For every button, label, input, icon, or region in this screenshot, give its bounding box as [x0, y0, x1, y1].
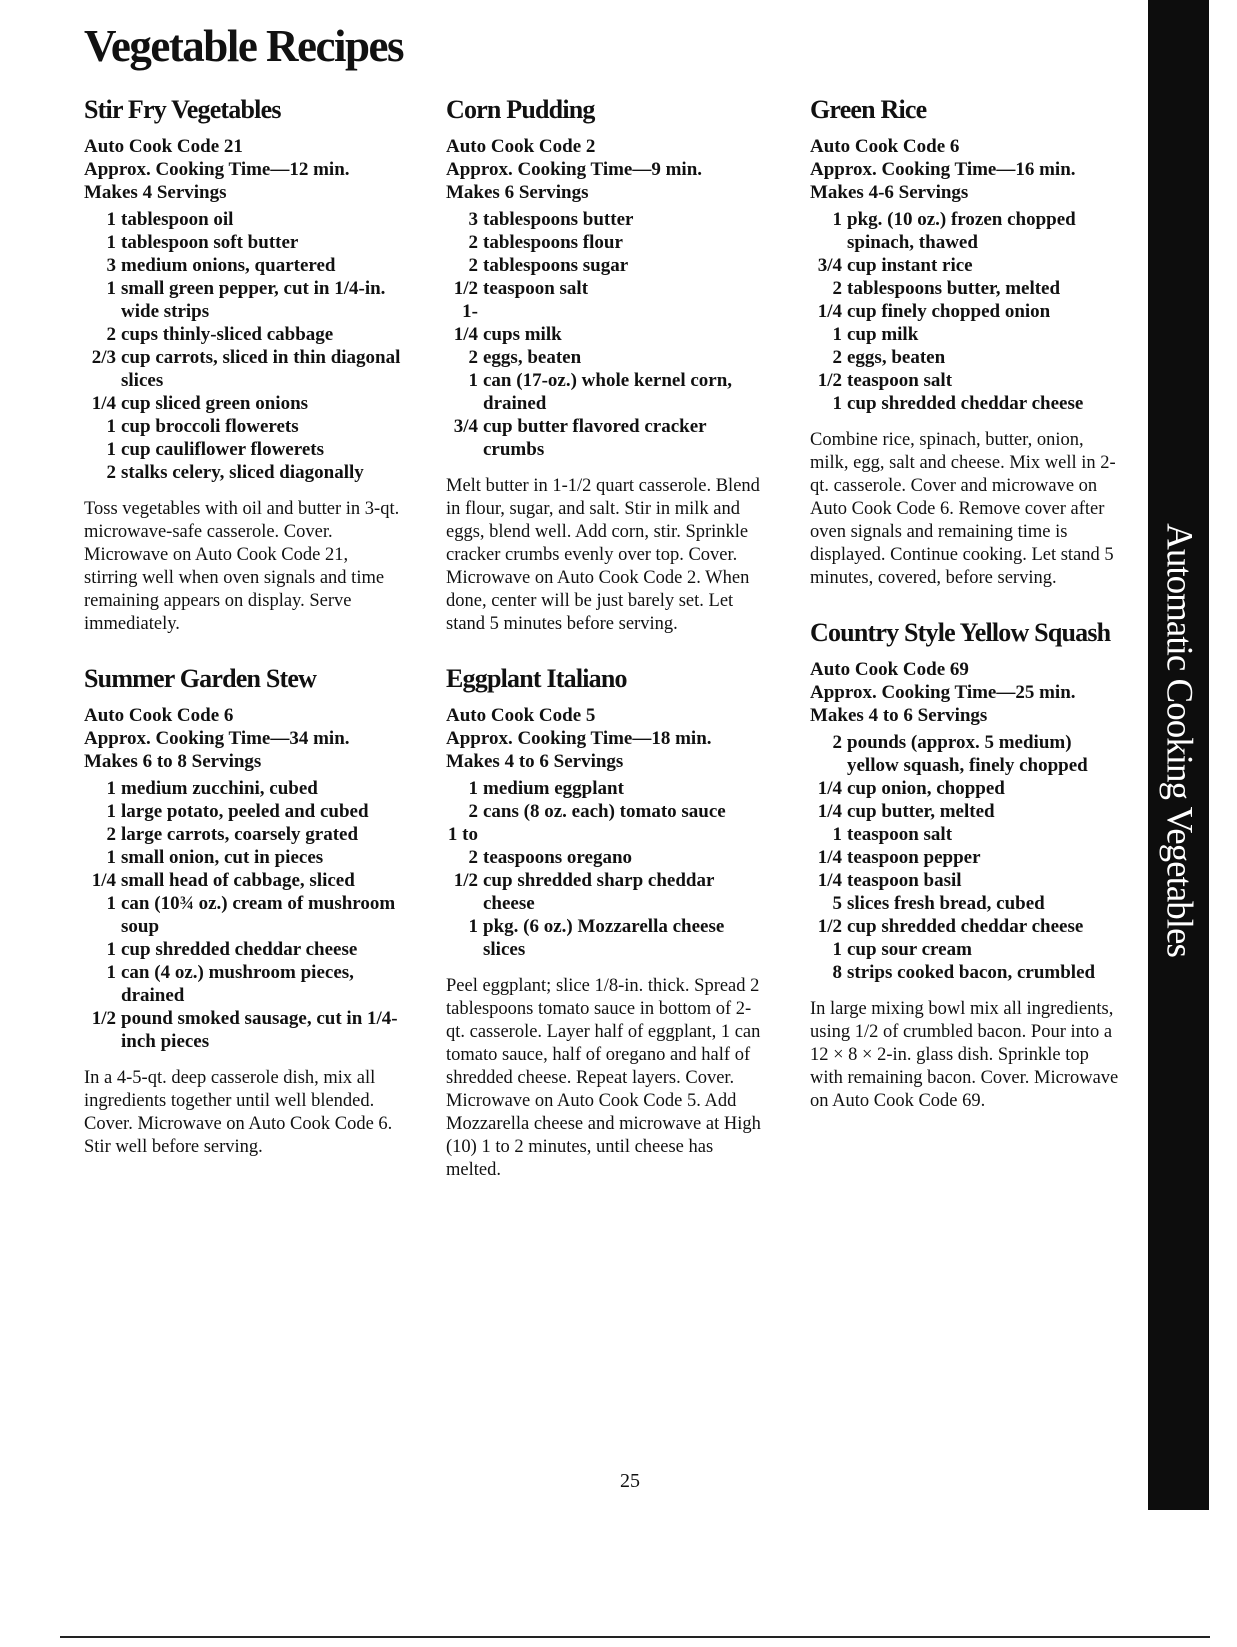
ingredient-list [810, 208, 1125, 415]
ingredient-quantity: 1 [106, 208, 116, 230]
ingredient-quantity: 2 [468, 254, 478, 276]
ingredient-quantity: 1 [106, 961, 116, 983]
ingredient-text: can (17-oz.) whole kernel corn, drained [483, 369, 733, 414]
ingredient-item [84, 823, 404, 846]
ingredient-text: tablespoon soft butter [121, 231, 299, 253]
recipe-title: Stir Fry Vegetables [84, 95, 281, 124]
ingredient-quantity: 1 [106, 938, 116, 960]
ingredient-list [446, 777, 766, 961]
recipe-column-2 [446, 95, 766, 1210]
recipe-meta-line: Makes 6 Servings [446, 181, 589, 203]
ingredient-quantity: 1 [106, 438, 116, 460]
recipe-meta-line: Auto Cook Code 2 [446, 135, 596, 157]
ingredient-text: pkg. (10 oz.) frozen chopped spinach, thawed [847, 208, 1076, 253]
recipe-title: Eggplant Italiano [446, 663, 627, 693]
bottom-divider [60, 1636, 1210, 1638]
ingredient-list [810, 731, 1125, 984]
recipe-column-3 [810, 95, 1125, 1141]
ingredient-item [84, 961, 404, 1007]
ingredient-text: pound smoked sausage, cut in 1/4-inch pieces [121, 1007, 398, 1052]
ingredient-text: teaspoon salt [483, 277, 589, 299]
ingredient-text: cups milk [483, 323, 562, 345]
ingredient-quantity: 1 [106, 777, 116, 799]
ingredient-text: large carrots, coarsely grated [121, 823, 359, 845]
ingredient-quantity: 3/4 [453, 415, 478, 437]
ingredient-text: tablespoons butter, melted [847, 277, 1061, 299]
ingredient-quantity: 1 to 2 [447, 823, 478, 868]
ingredient-quantity: 1/4 [817, 800, 842, 822]
ingredient-item [810, 277, 1125, 300]
ingredient-item [446, 300, 766, 346]
ingredient-quantity: 2 [106, 461, 116, 483]
ingredient-item [810, 254, 1125, 277]
ingredient-quantity: 1 [106, 415, 116, 437]
ingredient-item [446, 346, 766, 369]
ingredient-quantity: 1/2 [817, 369, 842, 391]
recipe [446, 95, 766, 636]
ingredient-text: can (4 oz.) mushroom pieces, drained [121, 961, 354, 1006]
ingredient-quantity: 8 [832, 961, 842, 983]
ingredient-item [810, 961, 1125, 984]
recipe-meta-line: Auto Cook Code 5 [446, 704, 596, 726]
ingredient-text: eggs, beaten [847, 346, 946, 368]
ingredient-quantity: 2 [468, 231, 478, 253]
ingredient-text: cans (8 oz. each) tomato sauce [483, 800, 726, 822]
ingredient-item [84, 277, 404, 323]
ingredient-quantity: 3/4 [817, 254, 842, 276]
ingredient-quantity: 1 [468, 777, 478, 799]
ingredient-item [84, 892, 404, 938]
ingredient-item [84, 208, 404, 231]
ingredient-text: medium eggplant [483, 777, 624, 799]
ingredient-item [446, 254, 766, 277]
ingredient-quantity: 2 [832, 346, 842, 368]
ingredient-item [446, 823, 766, 869]
ingredient-quantity: 1/2 [453, 277, 478, 299]
ingredient-text: cup carrots, sliced in thin diagonal slices [121, 346, 401, 391]
ingredient-text: cups thinly-sliced cabbage [121, 323, 334, 345]
page-title: Vegetable Recipes [84, 21, 404, 71]
recipe-meta-line: Approx. Cooking Time—34 min. [84, 727, 350, 749]
ingredient-text: eggs, beaten [483, 346, 582, 368]
ingredient-text: cup finely chopped onion [847, 300, 1051, 322]
ingredient-text: cup shredded sharp cheddar cheese [483, 869, 715, 914]
ingredient-text: teaspoon basil [847, 869, 962, 891]
ingredient-item [810, 823, 1125, 846]
ingredient-text: medium onions, quartered [121, 254, 336, 276]
ingredient-quantity: 1/2 [91, 1007, 116, 1029]
recipe-directions: In large mixing bowl mix all ingredients, using 1/2 of crumbled bacon. Pour into a 12 × 8 × 2-in. glass dish. Sprinkle top with remaining bacon. Cover. Microwave on Auto Cook Code 69. [810, 998, 1119, 1111]
ingredient-item [810, 800, 1125, 823]
ingredient-text: cup shredded cheddar cheese [847, 392, 1084, 414]
ingredient-quantity: 1/4 [817, 869, 842, 891]
ingredient-quantity: 3 [468, 208, 478, 230]
ingredient-item [84, 938, 404, 961]
ingredient-quantity: 2 [832, 731, 842, 753]
ingredient-item [84, 1007, 404, 1053]
ingredient-text: teaspoon salt [847, 823, 953, 845]
ingredient-quantity: 1 [832, 208, 842, 230]
ingredient-text: tablespoons flour [483, 231, 623, 253]
recipe-directions: Combine rice, spinach, butter, onion, milk, egg, salt and cheese. Mix well in 2-qt. casserole. Cover and microwave on Auto Cook Code 6. Remove cover after oven signals and remaining time is displayed. Continue cooking. Let stand 5 minutes, covered, before serving. [810, 429, 1116, 588]
ingredient-text: cup butter, melted [847, 800, 995, 822]
ingredient-quantity: 1 [106, 231, 116, 253]
ingredient-item [810, 300, 1125, 323]
ingredient-quantity: 1 [468, 369, 478, 391]
ingredient-item [446, 231, 766, 254]
ingredient-item [84, 461, 404, 484]
ingredient-item [84, 254, 404, 277]
ingredient-quantity: 2/3 [91, 346, 116, 368]
ingredient-quantity: 1 [832, 938, 842, 960]
page-number: 25 [620, 1470, 640, 1492]
ingredient-text: cup sliced green onions [121, 392, 309, 414]
ingredient-text: cup sour cream [847, 938, 972, 960]
ingredient-item [446, 869, 766, 915]
ingredient-item [446, 915, 766, 961]
ingredient-quantity: 2 [468, 800, 478, 822]
ingredient-quantity: 1 [106, 846, 116, 868]
ingredient-quantity: 1/4 [817, 777, 842, 799]
ingredient-quantity: 1/4 [817, 300, 842, 322]
ingredient-text: pounds (approx. 5 medium) yellow squash, finely chopped [847, 731, 1088, 776]
recipe-meta-line: Makes 6 to 8 Servings [84, 750, 262, 772]
ingredient-text: cup shredded cheddar cheese [121, 938, 358, 960]
recipe-meta-line: Approx. Cooking Time—18 min. [446, 727, 712, 749]
recipe-meta-line: Makes 4 to 6 Servings [446, 750, 624, 772]
recipe-meta-line: Approx. Cooking Time—12 min. [84, 158, 350, 180]
ingredient-item [810, 346, 1125, 369]
ingredient-quantity: 1/2 [453, 869, 478, 891]
ingredient-item [810, 323, 1125, 346]
recipe-meta-line: Approx. Cooking Time—16 min. [810, 158, 1076, 180]
ingredient-quantity: 5 [832, 892, 842, 914]
ingredient-list [446, 208, 766, 461]
ingredient-item [446, 208, 766, 231]
ingredient-item [810, 369, 1125, 392]
ingredient-quantity: 3 [106, 254, 116, 276]
recipe-directions: Melt butter in 1-1/2 quart casserole. Blend in flour, sugar, and salt. Stir in milk and eggs, blend well. Add corn, stir. Sprinkle cracker crumbs evenly over top. Cover. Microwave on Auto Cook Code 2. When done, center will be just barely set. Let stand 5 minutes before serving. [446, 475, 760, 634]
ingredient-item [810, 892, 1125, 915]
recipe-meta-line: Makes 4-6 Servings [810, 181, 969, 203]
ingredient-text: medium zucchini, cubed [121, 777, 318, 799]
ingredient-quantity: 1/4 [817, 846, 842, 868]
ingredient-item [810, 869, 1125, 892]
ingredient-item [446, 800, 766, 823]
ingredient-text: teaspoon pepper [847, 846, 981, 868]
ingredient-quantity: 1 [832, 392, 842, 414]
recipe-directions: In a 4-5-qt. deep casserole dish, mix all ingredients together until well blended. Cover. Microwave on Auto Cook Code 6. Stir well before serving. [84, 1067, 393, 1157]
ingredient-quantity: 2 [106, 323, 116, 345]
ingredient-text: small onion, cut in pieces [121, 846, 324, 868]
ingredient-text: stalks celery, sliced diagonally [121, 461, 364, 483]
side-tab-label: Automatic Cooking Vegetables [1158, 523, 1199, 957]
ingredient-text: large potato, peeled and cubed [121, 800, 369, 822]
ingredient-item [84, 392, 404, 415]
ingredient-quantity: 1-1/4 [453, 300, 478, 345]
ingredient-text: cup broccoli flowerets [121, 415, 299, 437]
recipe-directions: Toss vegetables with oil and butter in 3-qt. microwave-safe casserole. Cover. Microwave on Auto Cook Code 21, stirring well when oven signals and time remaining appears on display. Serve immediately. [84, 498, 400, 634]
ingredient-item [810, 208, 1125, 254]
ingredient-text: cup instant rice [847, 254, 973, 276]
recipe-meta-line: Approx. Cooking Time—25 min. [810, 681, 1076, 703]
ingredient-item [84, 869, 404, 892]
ingredient-quantity: 1 [832, 823, 842, 845]
recipe-title: Green Rice [810, 95, 927, 124]
recipe-title: Corn Pudding [446, 95, 595, 124]
recipe-title: Summer Garden Stew [84, 663, 317, 693]
ingredient-quantity: 2 [832, 277, 842, 299]
ingredient-item [810, 938, 1125, 961]
ingredient-item [810, 846, 1125, 869]
recipe [84, 95, 404, 636]
ingredient-quantity: 2 [106, 823, 116, 845]
ingredient-text: cup shredded cheddar cheese [847, 915, 1084, 937]
ingredient-item [84, 346, 404, 392]
ingredient-text: strips cooked bacon, crumbled [847, 961, 1096, 983]
ingredient-quantity: 1 [106, 892, 116, 914]
ingredient-item [810, 915, 1125, 938]
ingredient-item [84, 231, 404, 254]
ingredient-text: cup butter flavored cracker crumbs [483, 415, 707, 460]
ingredient-item [810, 777, 1125, 800]
recipe-meta-line: Makes 4 Servings [84, 181, 227, 203]
ingredient-item [84, 438, 404, 461]
ingredient-item [84, 777, 404, 800]
ingredient-item [84, 846, 404, 869]
ingredient-quantity: 1/2 [817, 915, 842, 937]
ingredient-text: cup cauliflower flowerets [121, 438, 324, 460]
ingredient-list [84, 208, 404, 484]
ingredient-text: tablespoon oil [121, 208, 234, 230]
ingredient-quantity: 1 [106, 800, 116, 822]
recipe-meta-line: Auto Cook Code 6 [810, 135, 960, 157]
recipe-meta-line: Approx. Cooking Time—9 min. [446, 158, 703, 180]
ingredient-text: cup milk [847, 323, 919, 345]
ingredient-quantity: 1/4 [91, 392, 116, 414]
ingredient-item [84, 800, 404, 823]
ingredient-text: teaspoons oregano [483, 846, 633, 868]
ingredient-item [84, 415, 404, 438]
recipe-meta-line: Auto Cook Code 6 [84, 704, 234, 726]
ingredient-quantity: 2 [468, 346, 478, 368]
ingredient-list [84, 777, 404, 1053]
ingredient-text: can (10¾ oz.) cream of mushroom soup [121, 892, 396, 937]
ingredient-text: teaspoon salt [847, 369, 953, 391]
ingredient-item [84, 323, 404, 346]
ingredient-quantity: 1 [468, 915, 478, 937]
recipe-meta-line: Auto Cook Code 69 [810, 658, 969, 680]
recipe-meta-line: Makes 4 to 6 Servings [810, 704, 988, 726]
recipe-meta-line: Auto Cook Code 21 [84, 135, 243, 157]
ingredient-item [446, 777, 766, 800]
ingredient-text: tablespoons sugar [483, 254, 629, 276]
ingredient-item [446, 369, 766, 415]
recipe [84, 664, 404, 1159]
recipe-column-1 [84, 95, 404, 1187]
recipe [810, 618, 1125, 1113]
ingredient-text: slices fresh bread, cubed [847, 892, 1045, 914]
recipe [810, 95, 1125, 590]
ingredient-quantity: 1 [832, 323, 842, 345]
recipe [446, 664, 766, 1182]
recipe-title: Country Style Yellow Squash [810, 617, 1111, 647]
ingredient-text: pkg. (6 oz.) Mozzarella cheese slices [483, 915, 725, 960]
ingredient-text: cup onion, chopped [847, 777, 1005, 799]
ingredient-item [446, 277, 766, 300]
ingredient-text: small head of cabbage, sliced [121, 869, 355, 891]
section-side-tab [1148, 0, 1209, 1510]
ingredient-item [446, 415, 766, 461]
ingredient-text: small green pepper, cut in 1/4-in. wide strips [121, 277, 386, 322]
ingredient-item [810, 731, 1125, 777]
ingredient-text: tablespoons butter [483, 208, 634, 230]
recipe-directions: Peel eggplant; slice 1/8-in. thick. Spread 2 tablespoons tomato sauce in bottom of 2-qt. casserole. Layer half of eggplant, 1 can tomato sauce, half of oregano and half of shredded cheese. Repeat layers. Cover. Microwave on Auto Cook Code 5. Add Mozzarella cheese and microwave at High (10) 1 to 2 minutes, until cheese has melted. [446, 975, 761, 1180]
ingredient-item [810, 392, 1125, 415]
ingredient-quantity: 1 [106, 277, 116, 299]
ingredient-quantity: 1/4 [91, 869, 116, 891]
